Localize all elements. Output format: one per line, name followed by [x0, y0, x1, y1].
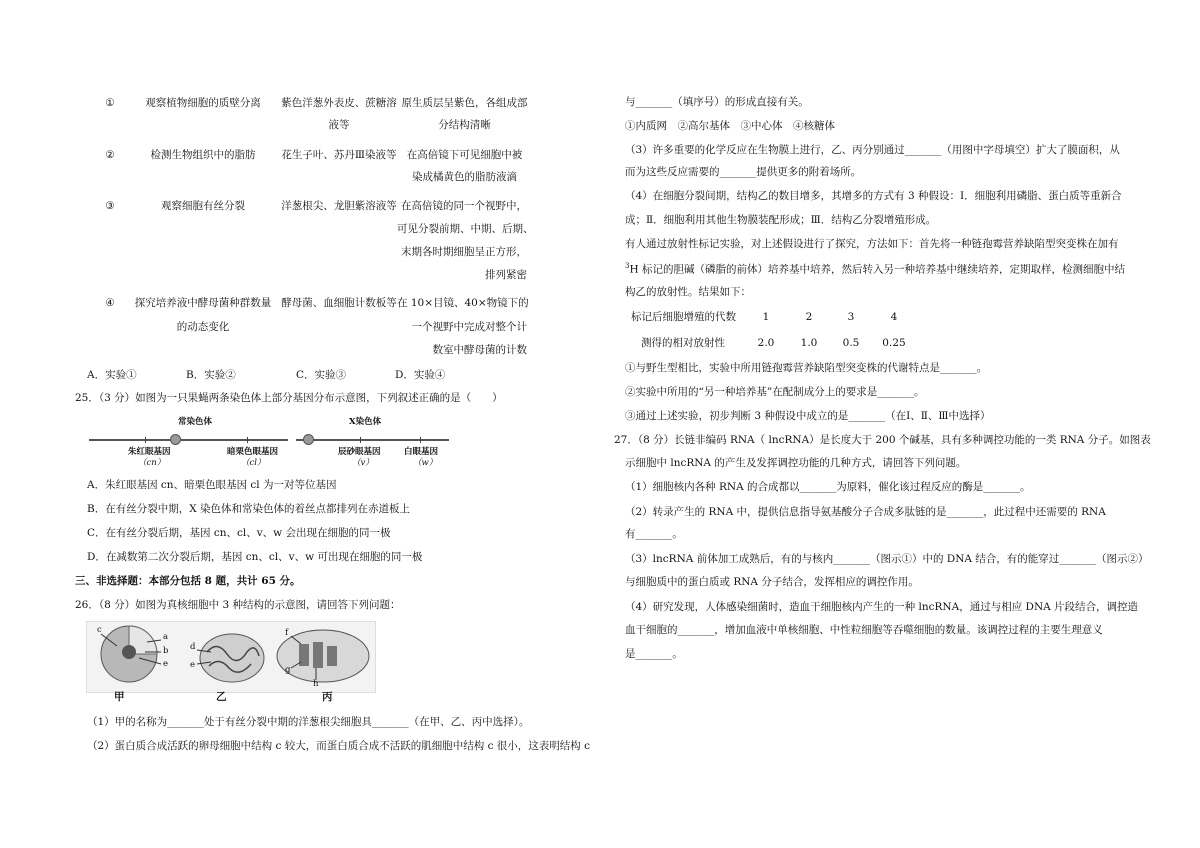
row1-experiment: 观察植物细胞的质壁分离	[145, 97, 261, 109]
table-row1-col3: 3	[847, 311, 855, 323]
row2-num: ②	[105, 149, 115, 161]
table-row1-col2: 2	[805, 311, 813, 323]
row4-result-1: 在 10×目镜、40×物镜下的	[397, 297, 529, 309]
q27-part3-line2: 与细胞质中的蛋白质或 RNA 分子结合，发挥相应的调控作用。	[625, 576, 919, 588]
section-three-heading: 三、非选择题：本部分包括 8 题，共计 65 分。	[75, 575, 301, 587]
q27-part4-line1: （4）研究发现，人体感染细菌时，造血干细胞核内产生的一种 lncRNA，通过与相应 DNA 片段结合，调控造	[625, 601, 1139, 613]
q26-sub2: ②实验中所用的“另一种培养基”在配制成分上的要求是_______。	[625, 386, 925, 398]
table-row2-label: 测得的相对放射性	[641, 337, 725, 349]
row4-result-3: 数室中酵母菌的计数	[432, 344, 527, 356]
table-row2-col1: 2.0	[757, 337, 775, 349]
table-row1-label: 标记后细胞增殖的代数	[631, 311, 736, 323]
q26-part3-line2: 而为这些反应需要的_______提供更多的附着场所。	[625, 166, 862, 178]
q27-part4-line2: 血干细胞的_______，增加血液中单核细胞、中性粒细胞等吞噬细胞的数量。该调控过程的主要生理意义	[625, 624, 1103, 636]
q26-part2-options: ①内质网 ②高尔基体 ③中心体 ④核糖体	[625, 120, 835, 132]
row1-materials-1: 紫色洋葱外表皮、蔗糖溶	[281, 97, 397, 109]
table-row2-col2: 1.0	[800, 337, 818, 349]
q26-part2-continued: 与_______（填序号）的形成直接有关。	[625, 96, 809, 108]
table-row1-col4: 4	[890, 311, 898, 323]
row3-result-1: 在高倍镜的同一个视野中，	[401, 200, 527, 212]
row2-materials-1: 花生子叶、苏丹Ⅲ染液等	[281, 149, 397, 161]
label-e-mito: e	[190, 660, 196, 670]
w-gene-name: 白眼基因	[404, 447, 439, 457]
tritium-superscript: 3	[625, 262, 630, 270]
q25-option-a: A．朱红眼基因 cn、暗栗色眼基因 cl 为一对等位基因	[87, 479, 337, 491]
row1-materials-2: 液等	[328, 119, 350, 131]
q26-stem: 26．（8 分）如图为真核细胞中 3 种结构的示意图，请回答下列问题：	[75, 599, 401, 611]
q26-part4-line1: （4）在细胞分裂间期，结构乙的数目增多，其增多的方式有 3 种假设：Ⅰ．细胞利用磷脂、蛋白质等重新合	[625, 190, 1122, 202]
row3-result-3: 末期各时期细胞呈正方形，	[401, 246, 527, 258]
table-row2-col4: 0.25	[882, 337, 906, 349]
row3-result-2: 可见分裂前期、中期、后期、	[397, 223, 534, 235]
label-a: a	[163, 632, 169, 642]
cell-structures-svg	[87, 622, 375, 692]
figure-label-bing: 丙	[322, 691, 333, 703]
v-tick	[360, 437, 361, 443]
autosome-line	[89, 439, 288, 441]
cn-tick	[145, 437, 146, 443]
q26-part4-line3: 有人通过放射性标记实验，对上述假设进行了探究，方法如下：首先将一种链孢霉营养缺陷型突变株在加有	[625, 238, 1119, 250]
row4-result-2: 一个视野中完成对整个计	[411, 321, 527, 333]
x-chromosome-label: X染色体	[349, 417, 382, 427]
label-f: f	[285, 628, 289, 638]
q27-part4-line3: 是_______。	[625, 648, 683, 660]
row3-num: ③	[105, 200, 115, 212]
cl-gene-symbol: （cl）	[241, 458, 266, 468]
figure-label-jia: 甲	[114, 691, 125, 703]
q27-stem-line2: 示细胞中 lncRNA 的产生及发挥调控功能的几种方式，请回答下列问题。	[625, 457, 967, 469]
q25-option-c: C．在有丝分裂后期，基因 cn、cl、v、w 会出现在细胞的同一极	[87, 527, 391, 539]
cl-gene-name: 暗栗色眼基因	[227, 447, 279, 457]
row4-experiment-1: 探究培养液中酵母菌种群数量	[134, 297, 272, 309]
row3-result-4: 排列紧密	[485, 269, 527, 281]
label-c: c	[97, 625, 102, 635]
row1-num: ①	[105, 97, 115, 109]
cn-gene-symbol: （cn）	[138, 458, 166, 468]
row2-result-2: 染成橘黄色的脂肪液滴	[412, 171, 517, 183]
q26-sub1: ①与野生型相比，实验中所用链孢霉营养缺陷型突变株的代谢特点是_______。	[625, 362, 988, 374]
nucleus-illustration	[101, 626, 161, 682]
q27-part1: （1）细胞核内各种 RNA 的合成都以_______为原料，催化该过程反应的酶是_______。	[625, 481, 1031, 493]
w-tick	[420, 437, 421, 443]
q26-part4-line4-text: H 标记的胆碱（磷脂的前体）培养基中培养，然后转入另一种培养基中继续培养，定期取样，检测细胞中结	[629, 263, 1125, 276]
label-d: d	[190, 642, 196, 652]
q26-part4-line4	[625, 262, 1125, 276]
autosome-centromere	[170, 434, 181, 445]
chloroplast-illustration	[277, 630, 369, 682]
q25-option-d: D．在减数第二次分裂后期，基因 cn、cl、v、w 可出现在细胞的同一极	[87, 551, 423, 563]
q26-part1: （1）甲的名称为_______处于有丝分裂中期的洋葱根尖细胞具_______（在甲、乙、丙中选择）。	[87, 716, 530, 728]
autosome-label: 常染色体	[178, 417, 213, 427]
w-gene-symbol: （w）	[413, 458, 438, 468]
q24-option-d: D．实验④	[395, 369, 446, 381]
q25-option-b: B．在有丝分裂中期，X 染色体和常染色体的着丝点都排列在赤道板上	[87, 503, 411, 515]
mitochondrion-illustration	[197, 634, 264, 682]
figure-label-yi: 乙	[216, 691, 227, 703]
q27-stem-line1: 27．（8 分）长链非编码 RNA（ lncRNA）是长度大于 200 个碱基，具有多种调控功能的一类 RNA 分子。如图表	[614, 434, 1151, 446]
row2-experiment: 检测生物组织中的脂肪	[150, 149, 256, 161]
x-chromosome-line	[296, 439, 449, 441]
q25-stem: 25．（3 分）如图为一只果蝇两条染色体上部分基因分布示意图，下列叙述正确的是（ ）	[75, 392, 503, 404]
q26-part4-line5: 构乙的放射性。结果如下：	[625, 286, 751, 298]
q27-part2-line1: （2）转录产生的 RNA 中，提供信息指导氨基酸分子合成多肽链的是_______，此过程中还需要的 RNA	[625, 506, 1106, 518]
x-centromere	[303, 434, 314, 445]
row4-materials-1: 酵母菌、血细胞计数板等	[281, 297, 397, 309]
v-gene-name: 辰砂眼基因	[338, 447, 381, 457]
table-row1-col1: 1	[762, 311, 770, 323]
label-h: h	[313, 679, 319, 689]
q26-part3-line1: （3）许多重要的化学反应在生物膜上进行，乙、丙分别通过_______（用图中字母填空）扩大了膜面积，从	[625, 144, 1120, 156]
cn-gene-name: 朱红眼基因	[128, 447, 171, 457]
q24-option-b: B．实验②	[186, 369, 236, 381]
table-row2-col3: 0.5	[842, 337, 860, 349]
q27-part2-line2: 有_______。	[625, 528, 683, 540]
label-g: g	[285, 665, 291, 675]
row3-experiment: 观察细胞有丝分裂	[161, 200, 245, 212]
q26-sub3: ③通过上述实验，初步判断 3 种假设中成立的是_______（在Ⅰ、Ⅱ、Ⅲ中选择）	[625, 410, 991, 422]
cell-structures-figure	[86, 621, 376, 693]
row4-num: ④	[105, 297, 115, 309]
q26-part2: （2）蛋白质合成活跃的卵母细胞中结构 c 较大，而蛋白质合成不活跃的肌细胞中结构 c 很小，这表明结构 c	[87, 740, 591, 752]
row2-result-1: 在高倍镜下可见细胞中被	[406, 149, 523, 161]
q24-option-c: C．实验③	[296, 369, 347, 381]
cl-tick	[247, 437, 248, 443]
q24-option-a: A．实验①	[87, 369, 137, 381]
label-e-left: e	[163, 659, 169, 669]
v-gene-symbol: （v）	[352, 458, 374, 468]
row1-result-2: 分结构清晰	[438, 119, 491, 131]
row4-experiment-2: 的动态变化	[176, 321, 230, 333]
row3-materials-1: 洋葱根尖、龙胆紫溶液等	[281, 200, 397, 212]
label-b: b	[163, 646, 169, 656]
q27-part3-line1: （3）lncRNA 前体加工成熟后，有的与核内_______（图示①）中的 DNA 结合，有的能穿过_______（图示②）	[625, 553, 1149, 565]
row1-result-1: 原生质层呈紫色，各组成部	[401, 97, 528, 109]
q26-part4-line2: 成；Ⅱ．细胞利用其他生物膜装配形成；Ⅲ．结构乙分裂增殖形成。	[625, 214, 937, 226]
